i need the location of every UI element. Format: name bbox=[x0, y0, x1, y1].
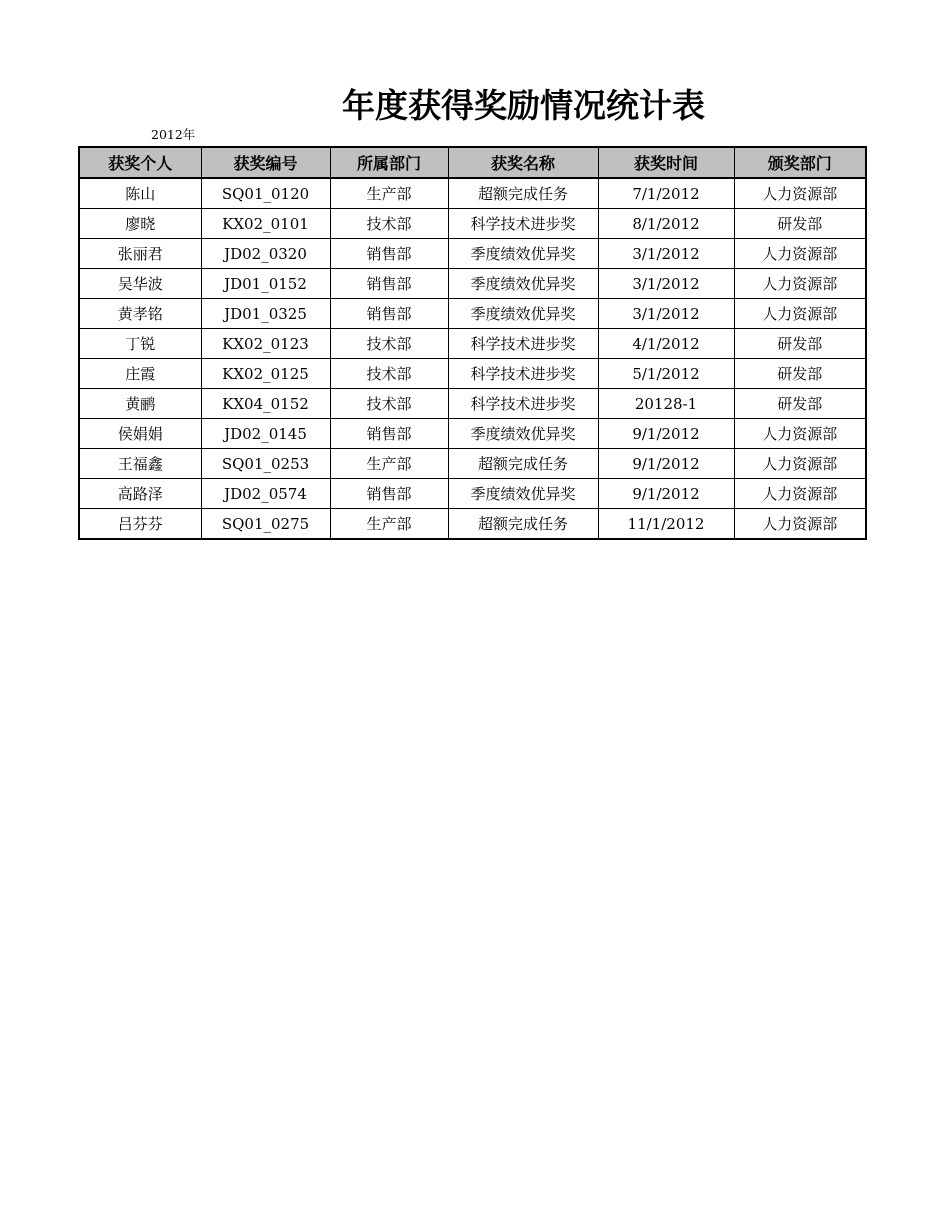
cell-award-id: JD02_0574 bbox=[201, 479, 330, 509]
cell-department: 生产部 bbox=[330, 178, 448, 209]
cell-award-date: 3/1/2012 bbox=[598, 239, 734, 269]
cell-award-id: KX04_0152 bbox=[201, 389, 330, 419]
cell-award-date: 8/1/2012 bbox=[598, 209, 734, 239]
cell-award-date: 9/1/2012 bbox=[598, 479, 734, 509]
cell-award-id: JD01_0152 bbox=[201, 269, 330, 299]
cell-award-name: 季度绩效优异奖 bbox=[448, 479, 598, 509]
cell-award-date: 9/1/2012 bbox=[598, 449, 734, 479]
cell-award-name: 超额完成任务 bbox=[448, 178, 598, 209]
table-row bbox=[79, 269, 866, 299]
cell-winner: 吴华波 bbox=[79, 269, 201, 299]
cell-award-date: 4/1/2012 bbox=[598, 329, 734, 359]
cell-award-name: 超额完成任务 bbox=[448, 449, 598, 479]
cell-award-name: 季度绩效优异奖 bbox=[448, 269, 598, 299]
header-winner: 获奖个人 bbox=[79, 147, 201, 178]
awards-table bbox=[78, 146, 867, 540]
cell-department: 销售部 bbox=[330, 299, 448, 329]
cell-department: 技术部 bbox=[330, 359, 448, 389]
table-body bbox=[79, 178, 866, 539]
header-award-id: 获奖编号 bbox=[201, 147, 330, 178]
cell-award-id: JD02_0320 bbox=[201, 239, 330, 269]
cell-award-name: 科学技术进步奖 bbox=[448, 359, 598, 389]
page-title: 年度获得奖励情况统计表 bbox=[342, 86, 705, 125]
cell-winner: 吕芬芬 bbox=[79, 509, 201, 540]
cell-winner: 王福鑫 bbox=[79, 449, 201, 479]
cell-award-id: JD02_0145 bbox=[201, 419, 330, 449]
cell-award-name: 季度绩效优异奖 bbox=[448, 299, 598, 329]
table-row bbox=[79, 389, 866, 419]
header-award-date: 获奖时间 bbox=[598, 147, 734, 178]
cell-award-id: SQ01_0120 bbox=[201, 178, 330, 209]
cell-award-date: 20128-1 bbox=[598, 389, 734, 419]
cell-award-name: 超额完成任务 bbox=[448, 509, 598, 540]
cell-award-date: 3/1/2012 bbox=[598, 299, 734, 329]
cell-award-date: 9/1/2012 bbox=[598, 419, 734, 449]
cell-award-date: 7/1/2012 bbox=[598, 178, 734, 209]
cell-winner: 高路泽 bbox=[79, 479, 201, 509]
cell-department: 销售部 bbox=[330, 479, 448, 509]
table-row bbox=[79, 209, 866, 239]
cell-department: 技术部 bbox=[330, 389, 448, 419]
cell-issuing-department: 人力资源部 bbox=[734, 178, 866, 209]
table-row bbox=[79, 479, 866, 509]
cell-award-date: 5/1/2012 bbox=[598, 359, 734, 389]
cell-winner: 黄鹂 bbox=[79, 389, 201, 419]
cell-winner: 侯娟娟 bbox=[79, 419, 201, 449]
cell-issuing-department: 人力资源部 bbox=[734, 479, 866, 509]
table-header-row bbox=[79, 147, 866, 178]
cell-winner: 丁锐 bbox=[79, 329, 201, 359]
cell-award-id: KX02_0123 bbox=[201, 329, 330, 359]
table-row bbox=[79, 359, 866, 389]
cell-department: 技术部 bbox=[330, 329, 448, 359]
cell-issuing-department: 人力资源部 bbox=[734, 449, 866, 479]
cell-award-date: 11/1/2012 bbox=[598, 509, 734, 540]
cell-department: 生产部 bbox=[330, 509, 448, 540]
cell-award-id: SQ01_0253 bbox=[201, 449, 330, 479]
header-department: 所属部门 bbox=[330, 147, 448, 178]
cell-issuing-department: 人力资源部 bbox=[734, 239, 866, 269]
table-row bbox=[79, 299, 866, 329]
cell-award-id: KX02_0101 bbox=[201, 209, 330, 239]
cell-issuing-department: 研发部 bbox=[734, 389, 866, 419]
table-row bbox=[79, 509, 866, 540]
cell-winner: 张丽君 bbox=[79, 239, 201, 269]
cell-award-id: KX02_0125 bbox=[201, 359, 330, 389]
cell-issuing-department: 人力资源部 bbox=[734, 269, 866, 299]
cell-issuing-department: 研发部 bbox=[734, 359, 866, 389]
cell-department: 销售部 bbox=[330, 239, 448, 269]
cell-department: 销售部 bbox=[330, 269, 448, 299]
cell-winner: 黄孝铭 bbox=[79, 299, 201, 329]
cell-winner: 廖晓 bbox=[79, 209, 201, 239]
table-row bbox=[79, 178, 866, 209]
cell-department: 生产部 bbox=[330, 449, 448, 479]
cell-winner: 庄霞 bbox=[79, 359, 201, 389]
cell-winner: 陈山 bbox=[79, 178, 201, 209]
cell-issuing-department: 人力资源部 bbox=[734, 299, 866, 329]
cell-issuing-department: 研发部 bbox=[734, 209, 866, 239]
cell-award-name: 季度绩效优异奖 bbox=[448, 239, 598, 269]
cell-award-name: 科学技术进步奖 bbox=[448, 389, 598, 419]
cell-award-id: SQ01_0275 bbox=[201, 509, 330, 540]
header-award-name: 获奖名称 bbox=[448, 147, 598, 178]
table-row bbox=[79, 419, 866, 449]
cell-award-name: 季度绩效优异奖 bbox=[448, 419, 598, 449]
cell-department: 销售部 bbox=[330, 419, 448, 449]
cell-award-name: 科学技术进步奖 bbox=[448, 329, 598, 359]
cell-issuing-department: 人力资源部 bbox=[734, 509, 866, 540]
cell-issuing-department: 人力资源部 bbox=[734, 419, 866, 449]
header-issuing-department: 颁奖部门 bbox=[734, 147, 866, 178]
year-label: 2012年 bbox=[151, 127, 196, 142]
cell-issuing-department: 研发部 bbox=[734, 329, 866, 359]
table-row bbox=[79, 329, 866, 359]
cell-award-name: 科学技术进步奖 bbox=[448, 209, 598, 239]
cell-award-date: 3/1/2012 bbox=[598, 269, 734, 299]
table-row bbox=[79, 449, 866, 479]
table-row bbox=[79, 239, 866, 269]
cell-award-id: JD01_0325 bbox=[201, 299, 330, 329]
cell-department: 技术部 bbox=[330, 209, 448, 239]
